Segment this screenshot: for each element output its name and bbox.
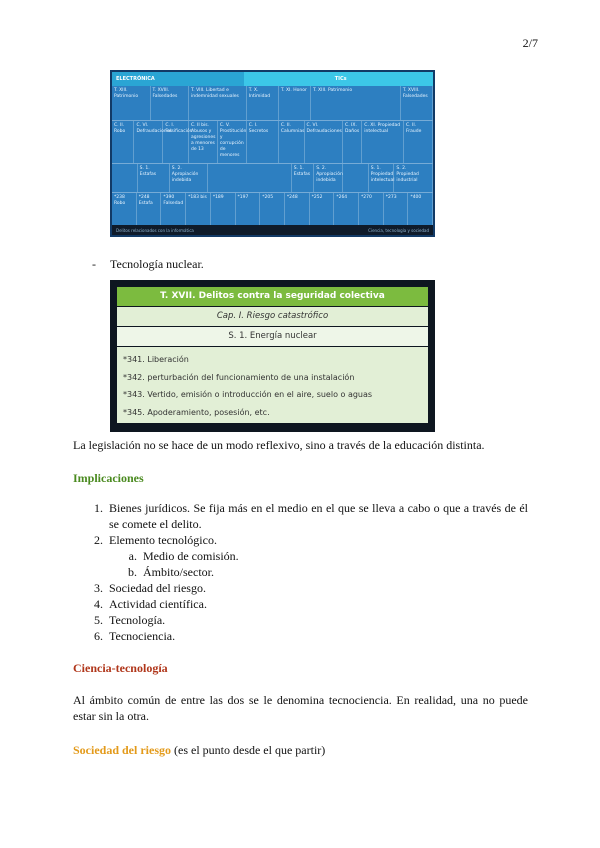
- slide1-cell: *183 bis: [186, 193, 211, 227]
- slide1-row-chapters: [112, 121, 433, 164]
- list-item-text: Tecnología.: [109, 613, 166, 627]
- slide1-cell: C. VI. Defraudaciones: [305, 121, 344, 163]
- slide2-title: T. XVII. Delitos contra la seguridad colectiva: [117, 287, 428, 306]
- slide2-article: *343. Vertido, emisión o introducción en el aire, suelo o aguas: [123, 390, 373, 399]
- list-item: [73, 596, 528, 612]
- slide1-footer: [112, 225, 433, 235]
- list-item-number: 3.: [94, 581, 103, 595]
- slide2-article: *345. Apoderamiento, posesión, etc.: [123, 407, 270, 417]
- slide1-cell: T. XVIII. Falsedades: [151, 86, 190, 120]
- slide2-article: *342. perturbación del funcionamiento de una instalación: [123, 372, 355, 382]
- slide1-cell: *197: [236, 193, 261, 227]
- list-item-text: Bienes jurídicos. Se fija más en el medio en el que se lleva a cabo o que a través de él se comete el delito.: [109, 501, 528, 531]
- slide1-cell: T. X. Intimidad: [247, 86, 279, 120]
- slide1-row-titles: [112, 86, 433, 121]
- slide1-cell: T. VIII. Libertad e indemnidad sexuales: [189, 86, 247, 120]
- slide1-cell: *400: [408, 193, 432, 227]
- slide1-header-electronica: ELECTRÓNICA: [112, 72, 244, 86]
- paragraph-legislacion: La legislación no se hace de un modo reflexivo, sino a través de la educación distinta.: [73, 438, 485, 452]
- slide1-header-tics: TICs: [334, 76, 347, 82]
- slide1-cell: *273: [384, 193, 409, 227]
- implicaciones-list: [73, 500, 528, 644]
- list-item-text: Elemento tecnológico.: [109, 533, 217, 547]
- list-item: [73, 532, 528, 548]
- slide1-cell: T. XI. Honor: [279, 86, 311, 120]
- heading-implicaciones: Implicaciones: [73, 471, 144, 485]
- slide1-cell: C. II bis. Abusos y agresiones a menores de 13: [189, 121, 218, 163]
- slide1-cell: T. XIII. Patrimonio: [311, 86, 401, 120]
- slide1-cell: *390 Falsedad: [161, 193, 186, 227]
- page-number: 2/7: [522, 36, 538, 50]
- slide1-cell: S. 2. Apropiación indebida: [170, 164, 209, 192]
- slide1-cell: *248 Estafa: [137, 193, 162, 227]
- list-item-number: 2.: [94, 533, 103, 547]
- slide1-cell: [208, 164, 291, 192]
- slide-image-nuclear-crimes: [110, 280, 435, 432]
- sociedad-riesgo-line: [73, 742, 528, 758]
- list-item-number: 1.: [94, 501, 103, 515]
- slide1-cell: *264: [334, 193, 359, 227]
- list-item: [73, 628, 528, 644]
- bullet-item: [92, 257, 204, 272]
- slide1-cell: C. II. Fraude: [404, 121, 433, 163]
- list-item-text: Sociedad del riesgo.: [109, 581, 206, 595]
- list-item-text: Actividad científica.: [109, 597, 207, 611]
- list-item-number: 6.: [94, 629, 103, 643]
- slide1-cell: [112, 164, 138, 192]
- slide1-cell: C. II. Robo: [112, 121, 134, 163]
- slide1-cell: S. 1. Estafas: [292, 164, 314, 192]
- slide1-cell: S. 1. Estafas: [138, 164, 170, 192]
- heading-sociedad-riesgo: Sociedad del riesgo: [73, 743, 171, 757]
- slide1-cell: *238 Robo: [112, 193, 137, 227]
- slide1-header: [112, 72, 433, 86]
- slide1-cell: T. XVIII. Falsedades: [401, 86, 433, 120]
- list-item: [73, 580, 528, 596]
- slide1-cell: C. I. Falsificación: [163, 121, 189, 163]
- slide1-row-articles: [112, 193, 433, 227]
- sub-list-item: [73, 564, 528, 580]
- list-item: [73, 612, 528, 628]
- slide1-cell: C. II. Calumnias: [279, 121, 305, 163]
- dash-bullet-icon: -: [92, 257, 96, 271]
- slide1-footer-left: Delitos relacionados con la informática: [116, 227, 194, 233]
- slide2-chapter: Cap. I. Riesgo catastrófico: [117, 307, 428, 326]
- slide1-cell: C. IX. Daños: [343, 121, 362, 163]
- sociedad-riesgo-note: (es el punto desde el que partir): [171, 743, 326, 757]
- slide1-footer-right: Ciencia, tecnología y sociedad: [368, 227, 429, 233]
- slide1-cell: *189: [211, 193, 236, 227]
- slide1-cell: C. VI. Defraudaciones: [134, 121, 163, 163]
- slide1-cell: *270: [359, 193, 384, 227]
- bullet-text: Tecnología nuclear.: [110, 257, 204, 271]
- list-item-text: Tecnociencia.: [109, 629, 176, 643]
- list-item: [73, 500, 528, 532]
- heading-ciencia-tecnologia: Ciencia-tecnología: [73, 661, 168, 675]
- slide1-cell: C. I. Secretos: [247, 121, 279, 163]
- list-item-number: 4.: [94, 597, 103, 611]
- slide1-cell: T. XIII. Patrimonio: [112, 86, 151, 120]
- sub-list-item-letter: a.: [128, 549, 137, 563]
- slide-image-tic-crimes-table: [110, 70, 435, 237]
- slide1-cell: [343, 164, 369, 192]
- slide1-row-sections: [112, 164, 433, 193]
- slide1-cell: C. XI. Propiedad intelectual: [362, 121, 404, 163]
- slide1-cell: S. 1. Propiedad intelectual: [369, 164, 395, 192]
- slide1-cell: *205: [260, 193, 285, 227]
- sub-list-item: [73, 548, 528, 564]
- list-item-number: 5.: [94, 613, 103, 627]
- slide1-cell: S. 2. Apropiación indebida: [314, 164, 343, 192]
- slide1-cell: *252: [310, 193, 335, 227]
- slide1-cell: *248: [285, 193, 310, 227]
- paragraph-tecnociencia: Al ámbito común de entre las dos se le denomina tecnociencia. En realidad, una no puede estar sin la otra.: [73, 693, 528, 723]
- sub-list-item-text: Ámbito/sector.: [143, 565, 214, 579]
- slide1-cell: C. V. Prostitución y corrupción de menores: [218, 121, 247, 163]
- slide2-article-list: [117, 347, 428, 423]
- sub-list-item-text: Medio de comisión.: [143, 549, 239, 563]
- sub-list-item-letter: b.: [128, 565, 137, 579]
- slide1-cell: S. 2. Propiedad industrial: [394, 164, 433, 192]
- slide2-article: *341. Liberación: [123, 355, 189, 364]
- slide2-section: S. 1. Energía nuclear: [117, 327, 428, 346]
